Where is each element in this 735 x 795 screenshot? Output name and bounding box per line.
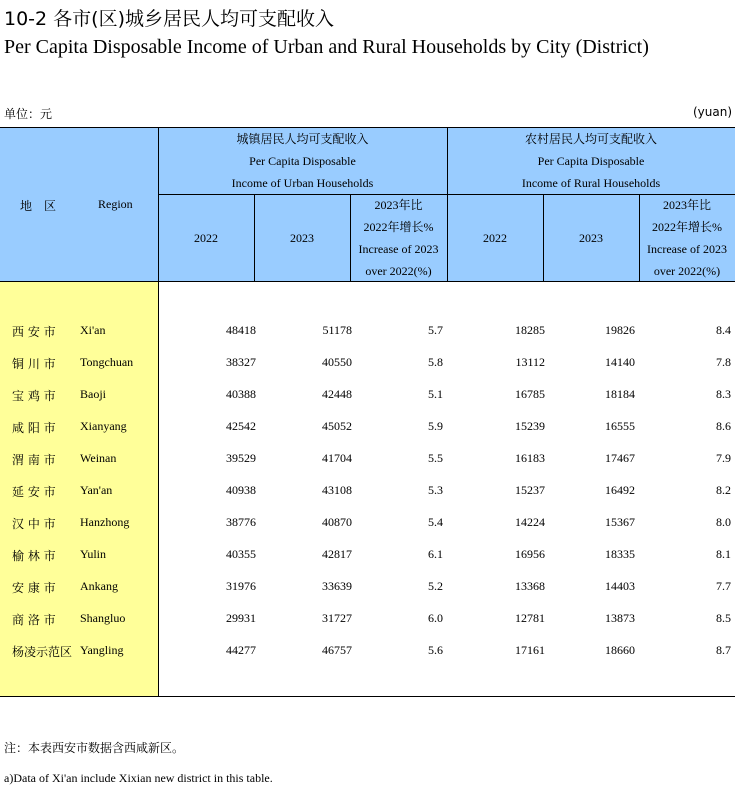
value-ri: 7.8 xyxy=(716,355,731,369)
region-name-cn: 铜 川 市 xyxy=(12,357,56,371)
value-ui: 5.4 xyxy=(428,515,443,529)
value-ri: 8.6 xyxy=(716,419,731,433)
value-ui: 5.5 xyxy=(428,451,443,465)
region-name-cn: 榆 林 市 xyxy=(12,549,56,563)
value-r22: 15239 xyxy=(515,419,545,433)
value-u23: 46757 xyxy=(322,643,352,657)
header-bottom-line xyxy=(0,281,735,282)
value-ri: 8.7 xyxy=(716,643,731,657)
value-r22: 18285 xyxy=(515,323,545,337)
header-urban-increase-4: over 2022(%) xyxy=(365,263,432,278)
value-ui: 6.1 xyxy=(428,547,443,561)
value-u22: 38327 xyxy=(226,355,256,369)
table-row xyxy=(0,442,735,474)
table-row xyxy=(0,602,735,634)
value-r22: 16956 xyxy=(515,547,545,561)
header-urban-increase-2: 2022年增长% xyxy=(363,219,434,234)
value-ri: 8.4 xyxy=(716,323,731,337)
value-u23: 42448 xyxy=(322,387,352,401)
header-region-en: Region xyxy=(98,197,133,211)
page-title-en: Per Capita Disposable Income of Urban and Rural Households by City (District) xyxy=(4,36,649,58)
region-name-en: Hanzhong xyxy=(80,515,130,529)
header-urban-2023: 2023 xyxy=(290,230,314,245)
table-row xyxy=(0,314,735,346)
region-name-en: Yulin xyxy=(80,547,107,561)
page-title-cn: 10-2 各市(区)城乡居民人均可支配收入 xyxy=(4,8,334,30)
value-r23: 17467 xyxy=(605,451,635,465)
value-ui: 5.6 xyxy=(428,643,443,657)
header-urban-en-1: Per Capita Disposable xyxy=(249,153,356,168)
region-name-cn: 杨凌示范区 xyxy=(12,645,73,659)
header-urban-increase xyxy=(350,194,447,281)
value-r22: 12781 xyxy=(515,611,545,625)
value-ri: 8.1 xyxy=(716,547,731,561)
value-u22: 48418 xyxy=(226,323,256,337)
region-name-en: Shangluo xyxy=(80,611,126,625)
value-ri: 8.2 xyxy=(716,483,731,497)
region-name-cn: 咸 阳 市 xyxy=(12,421,56,435)
value-r23: 16492 xyxy=(605,483,635,497)
value-u23: 40870 xyxy=(322,515,352,529)
value-r22: 15237 xyxy=(515,483,545,497)
sub-divider-2 xyxy=(350,194,351,281)
group-divider-line xyxy=(447,127,448,281)
table-row xyxy=(0,378,735,410)
header-urban-2022: 2022 xyxy=(194,230,218,245)
value-ri: 8.5 xyxy=(716,611,731,625)
value-r22: 16785 xyxy=(515,387,545,401)
value-u23: 51178 xyxy=(322,323,352,337)
value-r23: 19826 xyxy=(605,323,635,337)
table-row xyxy=(0,506,735,538)
header-region-cn: 地 区 xyxy=(20,199,57,213)
region-name-en: Baoji xyxy=(80,387,106,401)
unit-label-en: (yuan) xyxy=(692,105,732,119)
value-ui: 6.0 xyxy=(428,611,443,625)
table-row xyxy=(0,410,735,442)
value-r22: 13112 xyxy=(515,355,545,369)
value-u22: 44277 xyxy=(226,643,256,657)
header-rural-group xyxy=(447,127,735,194)
value-ri: 8.3 xyxy=(716,387,731,401)
value-r22: 16183 xyxy=(515,451,545,465)
header-urban-increase-1: 2023年比 xyxy=(374,197,423,212)
value-u22: 42542 xyxy=(226,419,256,433)
region-name-en: Yan'an xyxy=(80,483,113,497)
header-urban-group xyxy=(158,127,447,194)
table-row xyxy=(0,634,735,666)
value-r23: 18184 xyxy=(605,387,635,401)
header-rural-increase-1: 2023年比 xyxy=(662,197,711,212)
header-rural-increase-4: over 2022(%) xyxy=(653,263,721,278)
header-rural-increase xyxy=(639,194,735,281)
region-name-cn: 延 安 市 xyxy=(12,485,56,499)
table-row xyxy=(0,538,735,570)
value-u22: 38776 xyxy=(226,515,256,529)
note-en: a)Data of Xi'an include Xixian new district in this table. xyxy=(4,771,273,785)
note-cn: 注：本表西安市数据含西咸新区。 xyxy=(4,741,185,755)
value-r23: 18660 xyxy=(605,643,635,657)
value-ri: 7.9 xyxy=(716,451,731,465)
value-ui: 5.1 xyxy=(428,387,443,401)
value-u22: 40938 xyxy=(226,483,256,497)
table-row xyxy=(0,346,735,378)
table-bottom-border xyxy=(0,696,735,697)
value-r23: 14140 xyxy=(605,355,635,369)
sub-divider-4 xyxy=(639,194,640,281)
region-name-en: Yangling xyxy=(80,643,124,657)
value-ui: 5.8 xyxy=(428,355,443,369)
region-name-en: Xianyang xyxy=(80,419,127,433)
region-name-cn: 商 洛 市 xyxy=(12,613,56,627)
table-row xyxy=(0,570,735,602)
header-urban-en-2: Income of Urban Households xyxy=(231,175,374,190)
value-u22: 40388 xyxy=(226,387,256,401)
region-name-cn: 安 康 市 xyxy=(12,581,56,595)
region-name-en: Xi'an xyxy=(80,323,106,337)
value-u22: 40355 xyxy=(226,547,256,561)
header-rural-cn: 农村居民人均可支配收入 xyxy=(524,131,657,146)
value-u23: 45052 xyxy=(322,419,352,433)
region-name-cn: 渭 南 市 xyxy=(12,453,56,467)
value-u22: 31976 xyxy=(226,579,256,593)
value-r23: 14403 xyxy=(605,579,635,593)
region-name-en: Ankang xyxy=(80,579,118,593)
value-r22: 17161 xyxy=(515,643,545,657)
value-r23: 16555 xyxy=(605,419,635,433)
header-rural-increase-3: Increase of 2023 xyxy=(647,241,727,256)
header-urban-cn: 城镇居民人均可支配收入 xyxy=(236,131,369,146)
value-ri: 7.7 xyxy=(716,579,731,593)
value-u23: 31727 xyxy=(322,611,352,625)
value-ui: 5.7 xyxy=(428,323,443,337)
value-ri: 8.0 xyxy=(716,515,731,529)
value-ui: 5.9 xyxy=(428,419,443,433)
value-r22: 14224 xyxy=(515,515,545,529)
value-u22: 29931 xyxy=(226,611,256,625)
table-row xyxy=(0,474,735,506)
value-r22: 13368 xyxy=(515,579,545,593)
value-u23: 40550 xyxy=(322,355,352,369)
unit-label-cn: 单位：元 xyxy=(4,107,53,121)
value-u23: 42817 xyxy=(322,547,352,561)
header-rural-2023: 2023 xyxy=(579,230,603,245)
value-u23: 33639 xyxy=(322,579,352,593)
sub-divider-3 xyxy=(543,194,544,281)
header-rural-2022: 2022 xyxy=(483,230,507,245)
income-table xyxy=(0,127,735,697)
value-ui: 5.3 xyxy=(428,483,443,497)
value-r23: 18335 xyxy=(605,547,635,561)
header-urban-increase-3: Increase of 2023 xyxy=(358,241,439,256)
value-ui: 5.2 xyxy=(428,579,443,593)
value-u23: 41704 xyxy=(322,451,352,465)
region-name-cn: 西 安 市 xyxy=(12,325,56,339)
region-name-en: Weinan xyxy=(80,451,117,465)
header-rural-en-2: Income of Rural Households xyxy=(521,175,661,190)
region-name-en: Tongchuan xyxy=(80,355,134,369)
table-top-border xyxy=(0,127,735,128)
region-name-cn: 宝 鸡 市 xyxy=(12,389,56,403)
header-rural-en-1: Per Capita Disposable xyxy=(537,153,645,168)
sub-divider-1 xyxy=(254,194,255,281)
value-u22: 39529 xyxy=(226,451,256,465)
region-name-cn: 汉 中 市 xyxy=(12,517,56,531)
value-r23: 15367 xyxy=(605,515,635,529)
value-r23: 13873 xyxy=(605,611,635,625)
header-rural-increase-2: 2022年增长% xyxy=(652,219,722,234)
value-u23: 43108 xyxy=(322,483,352,497)
